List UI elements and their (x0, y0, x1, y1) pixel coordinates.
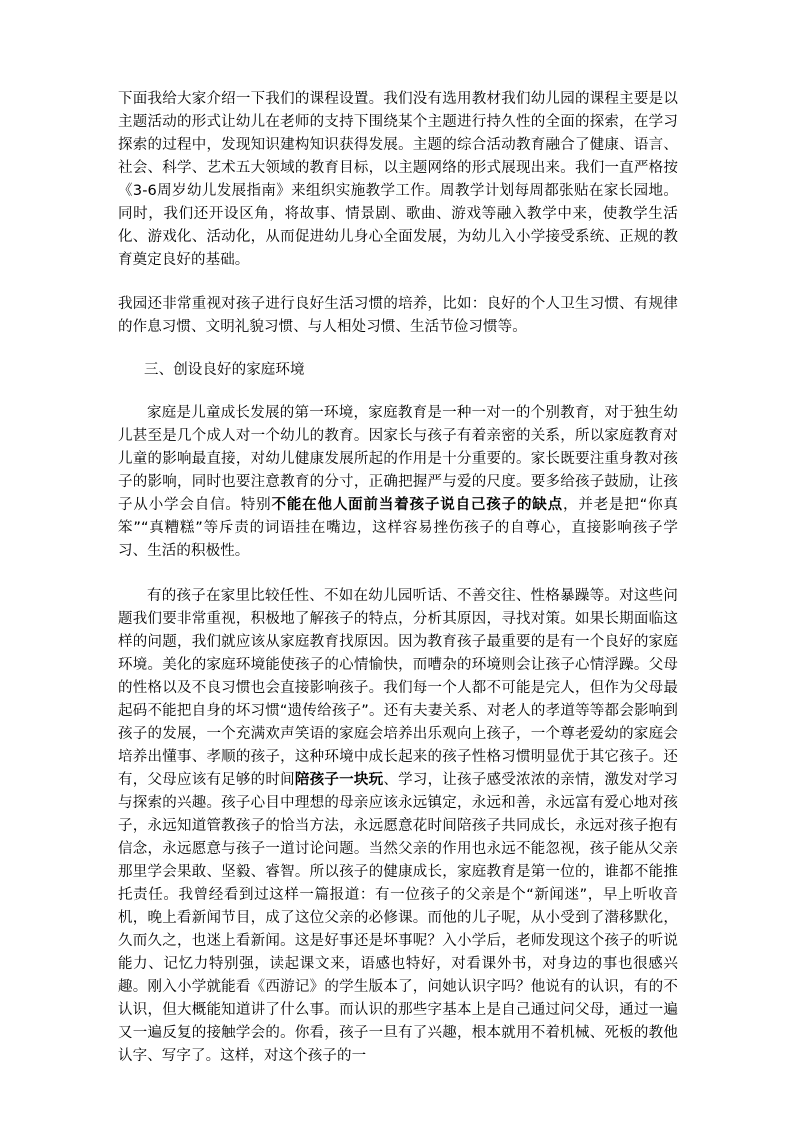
paragraph-family-influence (118, 585, 678, 1068)
section-heading: 三、创设良好的家庭环境 (144, 362, 305, 378)
paragraph-family-environment (118, 402, 678, 563)
paragraph-text: 家庭是儿童成长发展的第一环境，家庭教育是一种一对一的个别教育，对于独生幼儿甚至是几个成人对一个幼儿的教育。因家长与孩子有着亲密的关系，所以家庭教育对儿童的影响最直接，对幼儿健康发展所起的作用是十分重要的。家长既要注重身教对孩子的影响，同时也要注意教育的分寸，正确把握严与爱的尺度。要多给孩子鼓励，让孩子从小学会自信。特别 (118, 405, 678, 513)
document-page (118, 88, 678, 1068)
paragraph-habits: 我园还非常重视对孩子进行良好生活习惯的培养，比如：良好的个人卫生习惯、有规律的作息习惯、文明礼貌习惯、与人相处习惯、生活节俭习惯等。 (118, 296, 678, 335)
emphasized-text: 不能在他人面前当着孩子说自己孩子的缺点 (271, 497, 563, 513)
paragraph-text: 有的孩子在家里比较任性、不如在幼儿园听话、不善交往、性格暴躁等。对这些问题我们要非常重视，积极地了解孩子的特点，分析其原因，寻找对策。如果长期面临这样的问题，我们就应该从家庭教育找原因。因为教育孩子最重要的是有一个良好的家庭环境。美化的家庭环境能使孩子的心情愉快，而嘈杂的环境则会让孩子心情浮躁。父母的性格以及不良习惯也会直接影响孩子。我们每一个人都不可能是完人，但作为父母最起码不能把自身的坏习惯“遗传给孩子”。还有夫妻关系、对老人的孝道等等都会影响到孩子的发展，一个充满欢声笑语的家庭会培养出乐观向上孩子，一个尊老爱幼的家庭会培养出懂事、孝顺的孩子，这种环境中成长起来的孩子性格习惯明显优于其它孩子。还有，父母应该有足够的时间 (118, 588, 678, 788)
paragraph-text: 、学习，让孩子感受浓浓的亲情，激发对学习与探索的兴趣。孩子心目中理想的母亲应该永远镇定，永远和善，永远富有爱心地对孩子，永远知道管教孩子的恰当方法，永远愿意花时间陪孩子共同成长，永远对孩子抱有信念，永远愿意与孩子一道讨论问题。当然父亲的作用也永远不能忽视，孩子能从父亲那里学会果敢、坚毅、睿智。所以孩子的健康成长，家庭教育是第一位的，谁都不能推托责任。我曾经看到过这样一篇报道：有一位孩子的父亲是个“新闻迷”，早上听收音机，晚上看新闻节目，成了这位父亲的必修课。而他的儿子呢，从小受到了潜移默化，久而久之，也迷上看新闻。这是好事还是坏事呢？入小学后，老师发现这个孩子的听说能力、记忆力特别强，读起课文来，语感也特好，对看课外书，对身边的事也很感兴趣。刚入小学就能看《西游记》的学生版本了，问她认识字吗？他说有的认识，有的不认识，但大概能知道讲了什么事。而认识的那些字基本上是自己通过问父母，通过一遍又一遍反复的接触学会的。你看，孩子一旦有了兴趣，根本就用不着机械、死板的教他认字、写字了。这样，对这个孩子的一 (118, 772, 679, 1064)
paragraph-text: ，并老是把“你真笨”“真糟糕”等斥责的词语挂在嘴边，这样容易挫伤孩子的自尊心，直接影响孩子学习、生活的积极性。 (118, 497, 679, 559)
paragraph-curriculum: 下面我给大家介绍一下我们的课程设置。我们没有选用教材我们幼儿园的课程主要是以主题活动的形式让幼儿在老师的支持下围绕某个主题进行持久性的全面的探索，在学习探索的过程中，发现知识建构知识获得发展。主题的综合活动教育融合了健康、语言、社会、科学、艺术五大领域的教育目标，以主题网络的形式展现出来。我们一直严格按《3-6周岁幼儿发展指南》来组织实施教学工作。周教学计划每周都张贴在家长园地。同时，我们还开设区角，将故事、情景剧、歌曲、游戏等融入教学中来，使教学生活化、游戏化、活动化，从而促进幼儿身心全面发展，为幼儿入小学接受系统、正规的教育奠定良好的基础。 (118, 91, 678, 268)
emphasized-text: 陪孩子一块玩 (294, 772, 384, 788)
